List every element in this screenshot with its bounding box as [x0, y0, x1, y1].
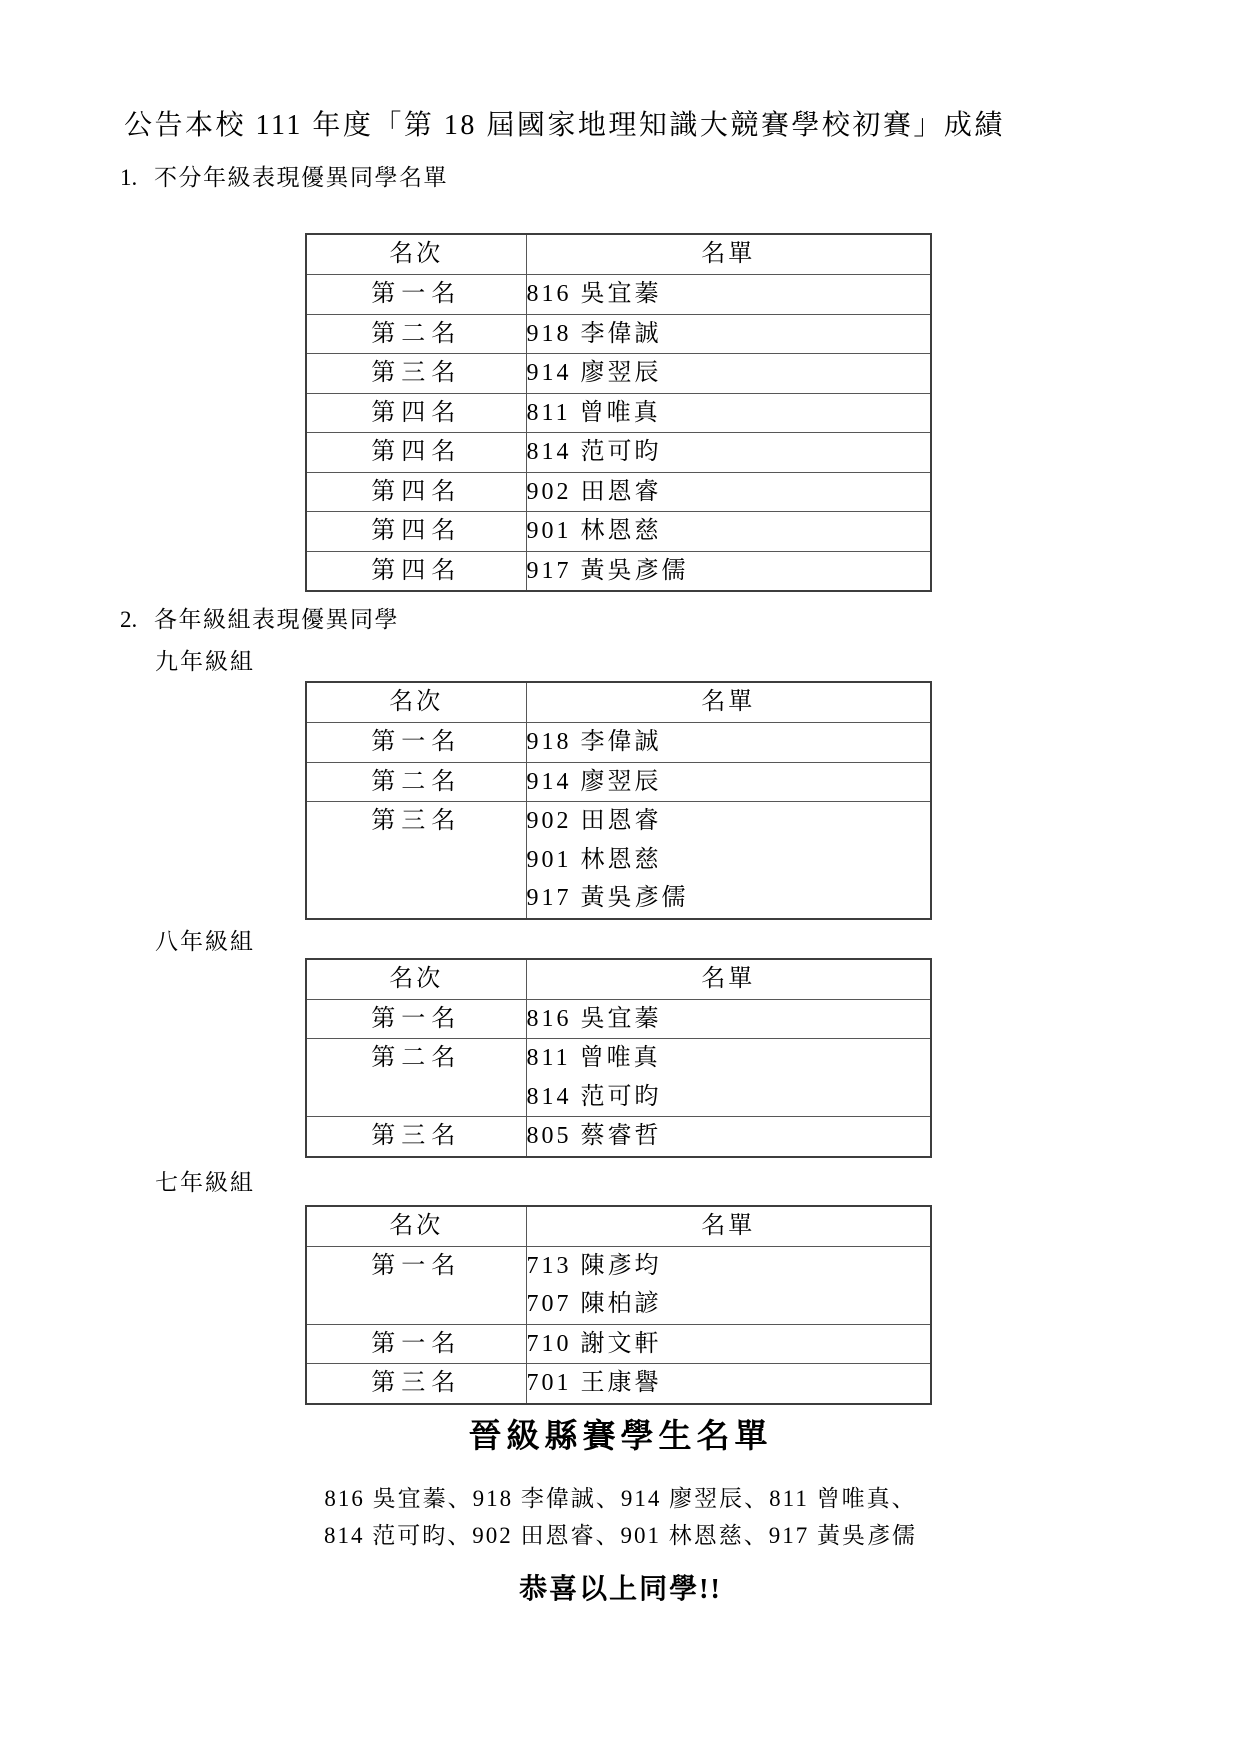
promotion-names-line-1: 816 吳宜蓁、918 李偉誠、914 廖翌辰、811 曾唯真、 — [324, 1485, 917, 1511]
student-entry: 814 范可昀 — [526, 1083, 662, 1110]
table-row — [306, 314, 931, 354]
rank-cell: 第一名 — [306, 1324, 526, 1364]
grade-group-label-9: 九年級組 — [155, 649, 255, 674]
names-cell — [526, 762, 931, 802]
section-1-heading: 不分年級表現優異同學名單 — [154, 165, 448, 190]
rank-cell: 第三名 — [306, 1117, 526, 1157]
table-header-row — [306, 959, 931, 1000]
student-entry: 816 吳宜蓁 — [526, 1005, 662, 1032]
rank-cell: 第一名 — [306, 999, 526, 1039]
student-entry: 811 曾唯真 — [526, 399, 661, 426]
section-2-number: 2. — [120, 607, 138, 632]
column-header-names: 名單 — [526, 1206, 931, 1247]
rank-cell: 第四名 — [306, 393, 526, 433]
rank-cell: 第二名 — [306, 314, 526, 354]
table-header-row — [306, 682, 931, 723]
table-header-row — [306, 234, 931, 275]
rank-cell: 第二名 — [306, 1039, 526, 1117]
column-header-names: 名單 — [526, 959, 931, 1000]
ranking-table-overall — [305, 233, 932, 592]
names-cell — [526, 1039, 931, 1117]
table-row — [306, 1039, 931, 1117]
table-row — [306, 551, 931, 591]
names-cell — [526, 275, 931, 315]
student-entry: 816 吳宜蓁 — [526, 281, 662, 307]
names-cell — [526, 551, 931, 591]
grade-group-label-7: 七年級組 — [155, 1169, 255, 1195]
names-cell — [526, 1246, 931, 1324]
rank-cell: 第四名 — [306, 472, 526, 512]
column-header-rank: 名次 — [306, 682, 526, 723]
rank-cell: 第四名 — [306, 551, 526, 591]
table-row — [306, 472, 931, 512]
table-row — [306, 723, 931, 763]
student-entry: 713 陳彥均 — [526, 1252, 662, 1279]
table-row — [306, 512, 931, 552]
section-2-heading: 各年級組表現優異同學 — [154, 607, 399, 632]
student-entry: 710 謝文軒 — [526, 1330, 662, 1357]
congrats-text: 恭喜以上同學!! — [519, 1573, 722, 1605]
student-entry: 701 王康譽 — [526, 1370, 662, 1396]
names-cell — [526, 393, 931, 433]
student-entry: 805 蔡睿哲 — [526, 1123, 662, 1149]
names-cell — [526, 1364, 931, 1404]
table-header-row — [306, 1206, 931, 1247]
ranking-table-grade8 — [305, 958, 932, 1158]
rank-cell: 第四名 — [306, 433, 526, 473]
names-cell — [526, 354, 931, 394]
rank-cell: 第四名 — [306, 512, 526, 552]
rank-cell: 第三名 — [306, 1364, 526, 1404]
section-1 — [120, 164, 1241, 191]
table-row — [306, 999, 931, 1039]
column-header-names: 名單 — [526, 682, 931, 723]
section-2 — [120, 606, 1241, 633]
student-entry: 917 黃吳彥儒 — [526, 885, 689, 911]
table-row — [306, 433, 931, 473]
table-row — [306, 1117, 931, 1157]
column-header-rank: 名次 — [306, 1206, 526, 1247]
names-cell — [526, 1324, 931, 1364]
promotion-title: 晉級縣賽學生名單 — [468, 1418, 773, 1455]
student-entry: 811 曾唯真 — [526, 1045, 661, 1071]
table-row — [306, 275, 931, 315]
rank-cell: 第三名 — [306, 354, 526, 394]
promotion-names — [0, 1480, 1241, 1554]
student-entry: 917 黃吳彥儒 — [526, 557, 689, 584]
column-header-names: 名單 — [526, 234, 931, 275]
names-cell — [526, 512, 931, 552]
grade-group-label-8: 八年級組 — [155, 928, 255, 954]
table-row — [306, 1324, 931, 1364]
table-row — [306, 1364, 931, 1404]
student-entry: 918 李偉誠 — [526, 320, 662, 347]
rank-cell: 第三名 — [306, 802, 526, 919]
ranking-table-grade9 — [305, 681, 932, 920]
table-row — [306, 393, 931, 433]
rank-cell: 第一名 — [306, 275, 526, 315]
student-entry: 901 林恩慈 — [526, 518, 662, 544]
student-entry: 901 林恩慈 — [526, 846, 662, 873]
student-entry: 814 范可昀 — [526, 439, 662, 465]
names-cell — [526, 999, 931, 1039]
student-entry: 914 廖翌辰 — [526, 768, 662, 795]
column-header-rank: 名次 — [306, 959, 526, 1000]
table-row — [306, 354, 931, 394]
student-entry: 918 李偉誠 — [526, 729, 662, 755]
table-row — [306, 802, 931, 919]
names-cell — [526, 723, 931, 763]
document-title: 公告本校 111 年度「第 18 屆國家地理知識大競賽學校初賽」成績 — [124, 110, 1005, 141]
section-1-number: 1. — [120, 165, 138, 190]
names-cell — [526, 314, 931, 354]
names-cell — [526, 802, 931, 919]
names-cell — [526, 433, 931, 473]
promotion-names-line-2: 814 范可昀、902 田恩睿、901 林恩慈、917 黃吳彥儒 — [324, 1522, 917, 1548]
student-entry: 914 廖翌辰 — [526, 360, 662, 386]
names-cell — [526, 1117, 931, 1157]
column-header-rank: 名次 — [306, 234, 526, 275]
student-entry: 902 田恩睿 — [526, 808, 662, 834]
rank-cell: 第一名 — [306, 1246, 526, 1324]
ranking-table-grade7 — [305, 1205, 932, 1405]
rank-cell: 第二名 — [306, 762, 526, 802]
table-row — [306, 1246, 931, 1324]
names-cell — [526, 472, 931, 512]
student-entry: 902 田恩睿 — [526, 478, 662, 505]
student-entry: 707 陳柏諺 — [526, 1291, 662, 1317]
rank-cell: 第一名 — [306, 723, 526, 763]
table-row — [306, 762, 931, 802]
